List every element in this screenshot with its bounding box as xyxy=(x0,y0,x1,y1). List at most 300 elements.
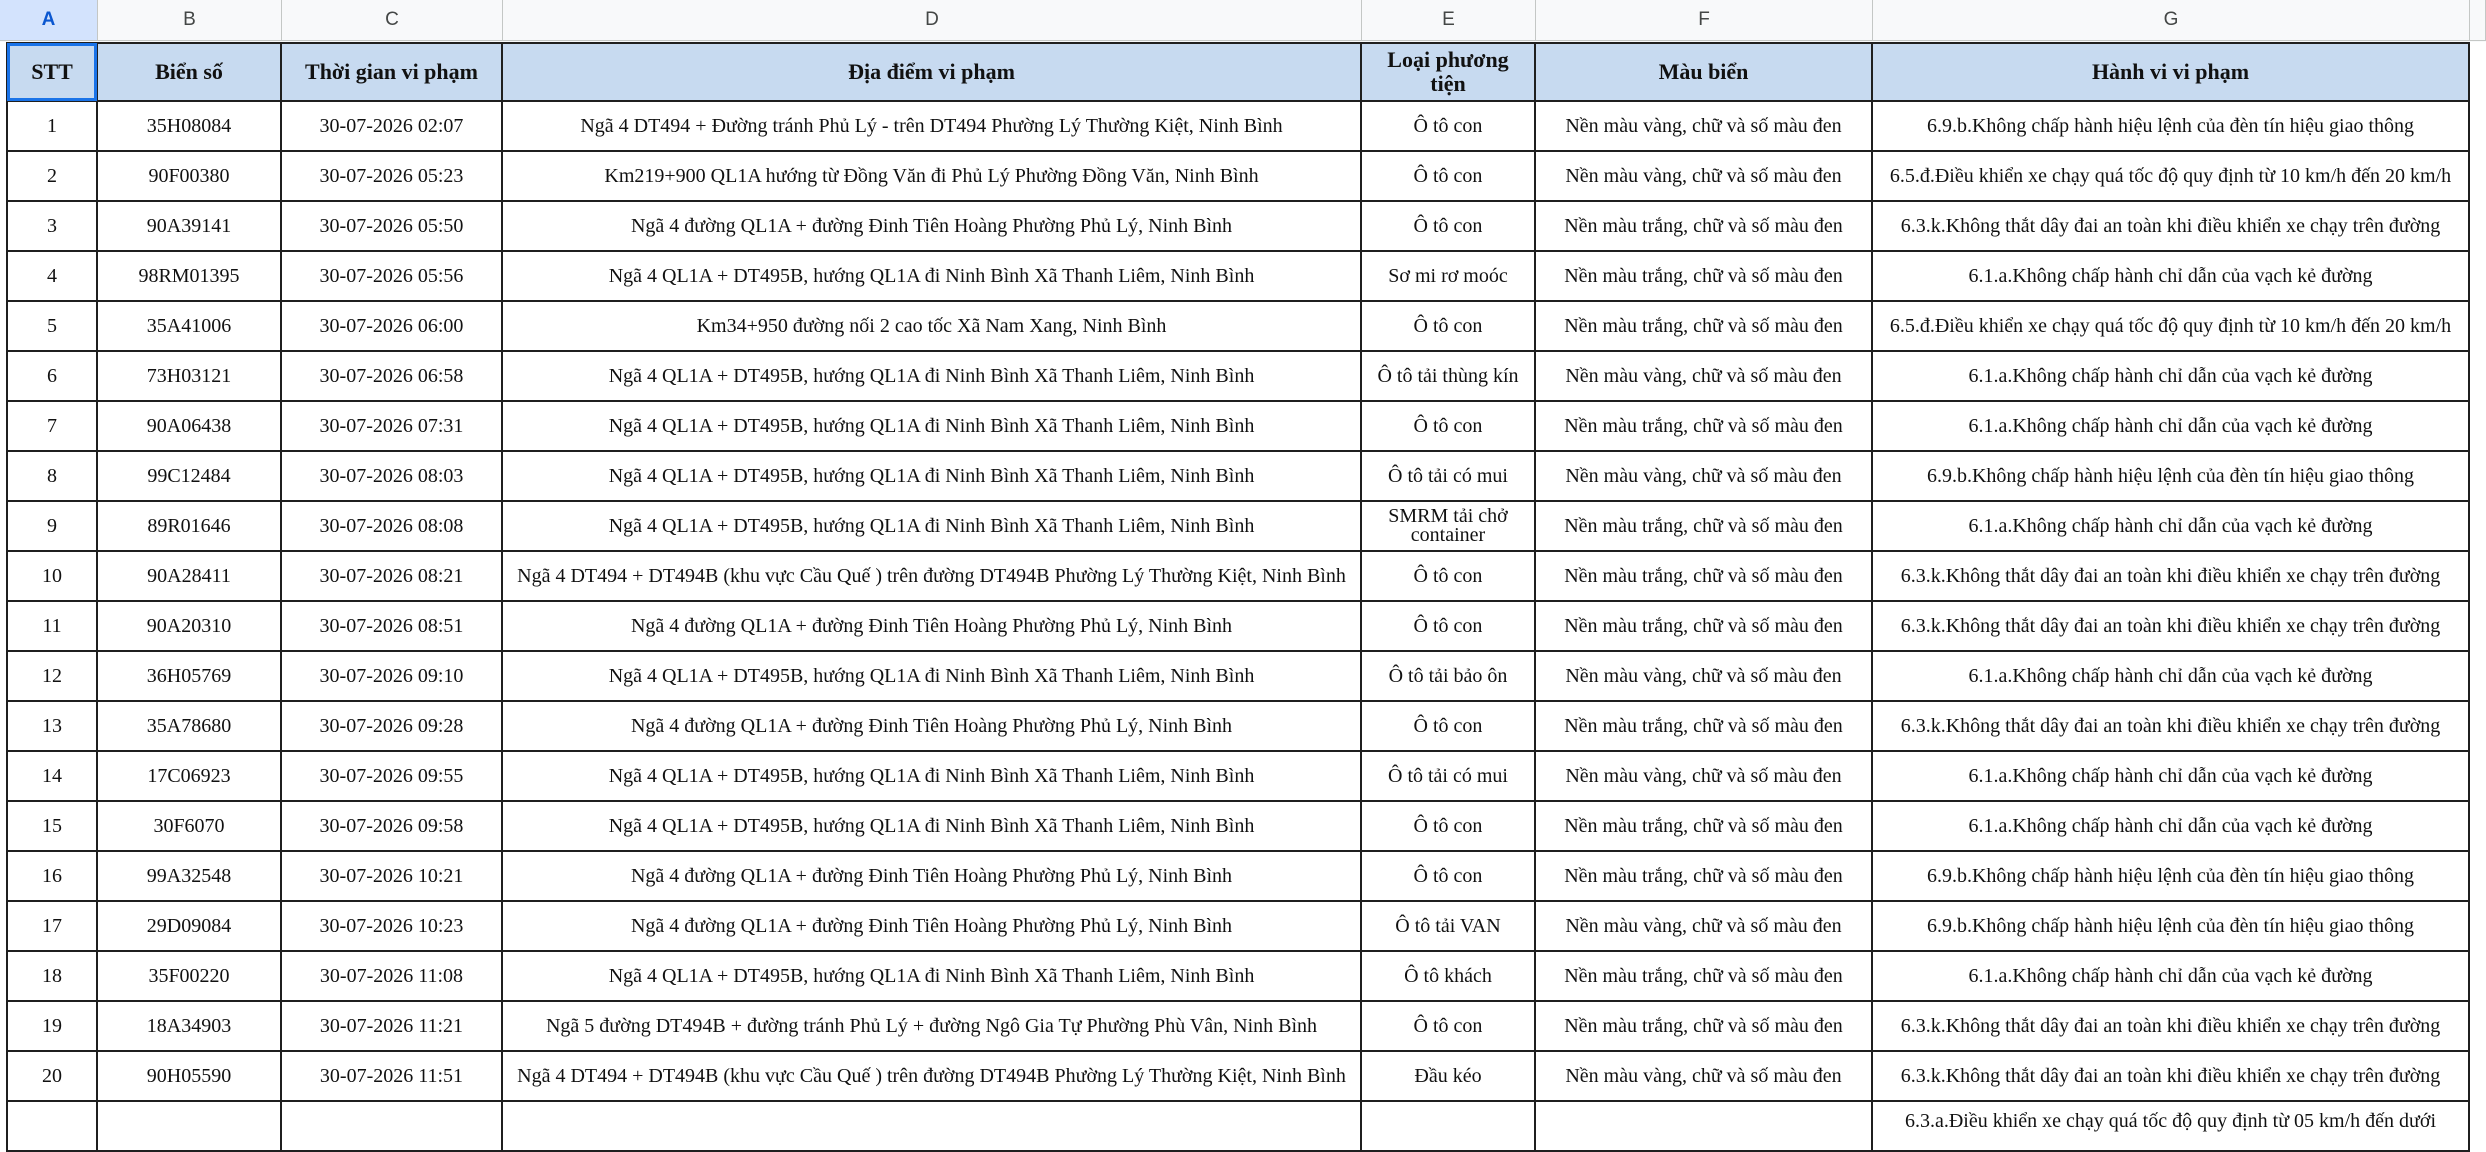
column-header-filler xyxy=(2470,0,2486,41)
table-cell-text: 30-07-2026 05:56 xyxy=(319,264,464,287)
table-cell[interactable] xyxy=(98,202,282,252)
table-cell[interactable] xyxy=(282,252,503,302)
table-cell-text: 30-07-2026 10:21 xyxy=(319,864,464,887)
table-cell-text: Ngã 4 QL1A + DT495B, hướng QL1A đi Ninh Bình Xã Thanh Liêm, Ninh Bình xyxy=(608,264,1255,287)
table-cell-text: 20 xyxy=(42,1064,62,1087)
table-cell-text: Nền màu trắng, chữ và số màu đen xyxy=(1564,564,1843,587)
table-cell-text: 98RM01395 xyxy=(138,264,240,287)
table-cell[interactable] xyxy=(1362,502,1536,552)
table-cell-text: 30-07-2026 11:51 xyxy=(319,1064,464,1087)
table-cell-text: Ô tô con xyxy=(1413,314,1483,337)
table-cell[interactable] xyxy=(1362,452,1536,502)
header-cell-d-text: Địa điểm vi phạm xyxy=(848,59,1015,84)
table-cell[interactable] xyxy=(1873,852,2470,902)
table-cell[interactable] xyxy=(1873,602,2470,652)
table-cell[interactable] xyxy=(1873,402,2470,452)
table-cell[interactable] xyxy=(6,502,98,552)
table-cell-text: 5 xyxy=(47,314,57,337)
table-cell[interactable] xyxy=(282,902,503,952)
table-cell-text: Ngã 4 DT494 + DT494B (khu vực Cầu Quế ) trên đường DT494B Phường Lý Thường Kiệt, Ninh Bình xyxy=(517,564,1346,587)
table-cell-text: Nền màu trắng, chữ và số màu đen xyxy=(1564,964,1843,987)
table-cell[interactable] xyxy=(1536,552,1873,602)
table-cell-text: 6.1.a.Không chấp hành chỉ dẫn của vạch kẻ đường xyxy=(1968,364,2373,387)
table-cell-text: 30-07-2026 11:21 xyxy=(319,1014,464,1037)
table-cell-text: Ô tô con xyxy=(1413,114,1483,137)
table-cell-text: Nền màu trắng, chữ và số màu đen xyxy=(1564,814,1843,837)
table-cell[interactable] xyxy=(1362,652,1536,702)
table-cell-text: Ngã 4 đường QL1A + đường Đinh Tiên Hoàng Phường Phủ Lý, Ninh Bình xyxy=(630,714,1233,737)
table-cell-text: 30-07-2026 08:51 xyxy=(319,614,464,637)
table-cell[interactable] xyxy=(98,502,282,552)
table-cell[interactable] xyxy=(503,352,1362,402)
table-cell-text: 4 xyxy=(47,264,57,287)
table-cell[interactable] xyxy=(282,302,503,352)
table-cell-text: 30-07-2026 06:00 xyxy=(319,314,464,337)
header-cell-g-text: Hành vi vi phạm xyxy=(2091,59,2250,84)
table-cell-partial[interactable] xyxy=(1873,1102,2470,1152)
table-cell-text: Nền màu vàng, chữ và số màu đen xyxy=(1565,114,1842,137)
table-cell[interactable] xyxy=(1536,702,1873,752)
table-cell-text: Nền màu vàng, chữ và số màu đen xyxy=(1565,364,1842,387)
table-cell[interactable] xyxy=(1536,1052,1873,1102)
table-cell[interactable] xyxy=(6,452,98,502)
table-cell-text: Ô tô con xyxy=(1413,164,1483,187)
table-cell-text: 6.9.b.Không chấp hành hiệu lệnh của đèn tín hiệu giao thông xyxy=(1926,464,2415,487)
table-cell[interactable] xyxy=(1362,1002,1536,1052)
table-cell-text: 15 xyxy=(42,814,62,837)
table-cell-text: 6.1.a.Không chấp hành chỉ dẫn của vạch kẻ đường xyxy=(1968,414,2373,437)
table-cell[interactable] xyxy=(98,902,282,952)
table-cell[interactable] xyxy=(282,1002,503,1052)
table-cell-text: 90A39141 xyxy=(146,214,232,237)
table-cell[interactable] xyxy=(282,802,503,852)
table-cell-text: 14 xyxy=(42,764,62,787)
table-cell-text: 6.3.k.Không thắt dây đai an toàn khi điều khiển xe chạy trên đường xyxy=(1900,214,2441,237)
table-cell[interactable] xyxy=(98,1052,282,1102)
table-cell-partial[interactable] xyxy=(503,1102,1362,1152)
table-cell-text: 30-07-2026 07:31 xyxy=(319,414,464,437)
table-cell-text: 90A20310 xyxy=(146,614,232,637)
table-cell[interactable] xyxy=(98,352,282,402)
table-cell-text: Ngã 4 QL1A + DT495B, hướng QL1A đi Ninh Bình Xã Thanh Liêm, Ninh Bình xyxy=(608,364,1255,387)
table-cell-text: Ô tô tải có mui xyxy=(1388,764,1508,787)
table-cell[interactable] xyxy=(1362,852,1536,902)
table-cell-text: 30F6070 xyxy=(153,814,225,837)
table-cell-text: 30-07-2026 05:23 xyxy=(319,164,464,187)
table-cell[interactable] xyxy=(1873,652,2470,702)
table-cell[interactable] xyxy=(1873,802,2470,852)
column-header-row xyxy=(0,0,2486,42)
table-cell[interactable] xyxy=(282,752,503,802)
table-cell[interactable] xyxy=(1536,902,1873,952)
table-cell[interactable] xyxy=(1362,352,1536,402)
table-cell-text: Ngã 4 đường QL1A + đường Đinh Tiên Hoàng Phường Phủ Lý, Ninh Bình xyxy=(630,614,1233,637)
table-cell-text: Ô tô tải VAN xyxy=(1395,914,1501,937)
table-cell-text: 13 xyxy=(42,714,62,737)
table-cell-text: Ô tô tải bảo ôn xyxy=(1388,664,1508,687)
table-cell[interactable] xyxy=(503,502,1362,552)
table-cell-text: Ngã 4 QL1A + DT495B, hướng QL1A đi Ninh Bình Xã Thanh Liêm, Ninh Bình xyxy=(608,464,1255,487)
table-cell[interactable] xyxy=(1536,102,1873,152)
table-cell[interactable] xyxy=(503,1052,1362,1102)
table-cell-text: 6.5.đ.Điều khiển xe chạy quá tốc độ quy định từ 10 km/h đến 20 km/h xyxy=(1889,164,2452,187)
table-cell-text: 7 xyxy=(47,414,57,437)
table-cell-text: 30-07-2026 08:21 xyxy=(319,564,464,587)
table-cell[interactable] xyxy=(1873,252,2470,302)
table-cell-text: Nền màu trắng, chữ và số màu đen xyxy=(1564,314,1843,337)
table-cell[interactable] xyxy=(282,1052,503,1102)
column-header-b[interactable]: B xyxy=(98,0,282,41)
table-cell[interactable] xyxy=(6,152,98,202)
table-cell[interactable] xyxy=(6,352,98,402)
table-cell[interactable] xyxy=(1873,502,2470,552)
table-cell-text: Ngã 5 đường DT494B + đường tránh Phủ Lý + đường Ngô Gia Tự Phường Phù Vân, Ninh Bình xyxy=(545,1014,1318,1037)
table-cell-text: 6.5.đ.Điều khiển xe chạy quá tốc độ quy định từ 10 km/h đến 20 km/h xyxy=(1889,314,2452,337)
table-cell[interactable] xyxy=(1873,102,2470,152)
table-cell[interactable] xyxy=(1536,202,1873,252)
table-cell-text: 10 xyxy=(42,564,62,587)
table-cell-text: 6.1.a.Không chấp hành chỉ dẫn của vạch kẻ đường xyxy=(1968,264,2373,287)
column-header-f[interactable]: F xyxy=(1536,0,1873,41)
header-cell-f-text: Màu biển xyxy=(1658,59,1749,84)
table-cell-partial-text: 6.3.a.Điều khiển xe chạy quá tốc độ quy định từ 05 km/h đến dưới xyxy=(1904,1110,2437,1132)
table-cell[interactable] xyxy=(1536,752,1873,802)
table-cell[interactable] xyxy=(1536,452,1873,502)
column-header-g[interactable]: G xyxy=(1873,0,2470,41)
header-cell-e[interactable] xyxy=(1362,42,1536,102)
table-cell-text: Nền màu trắng, chữ và số màu đen xyxy=(1564,864,1843,887)
table-cell-text: 30-07-2026 08:08 xyxy=(319,514,464,537)
table-cell-partial[interactable] xyxy=(1362,1102,1536,1152)
table-cell[interactable] xyxy=(503,802,1362,852)
table-cell[interactable] xyxy=(98,1002,282,1052)
table-cell-text: 8 xyxy=(47,464,57,487)
table-cell[interactable] xyxy=(1362,402,1536,452)
table-cell-text: 9 xyxy=(47,514,57,537)
table-cell[interactable] xyxy=(503,752,1362,802)
table-cell-text: Ô tô khách xyxy=(1404,964,1492,987)
table-cell[interactable] xyxy=(1536,352,1873,402)
table-cell-text: Ô tô con xyxy=(1413,1014,1483,1037)
table-cell[interactable] xyxy=(98,152,282,202)
table-cell[interactable] xyxy=(98,702,282,752)
table-cell[interactable] xyxy=(1362,902,1536,952)
table-cell[interactable] xyxy=(503,952,1362,1002)
table-cell-text: Nền màu trắng, chữ và số màu đen xyxy=(1564,214,1843,237)
table-cell-text: Ngã 4 QL1A + DT495B, hướng QL1A đi Ninh Bình Xã Thanh Liêm, Ninh Bình xyxy=(608,814,1255,837)
table-cell[interactable] xyxy=(6,552,98,602)
table-cell-text: 6.1.a.Không chấp hành chỉ dẫn của vạch kẻ đường xyxy=(1968,964,2373,987)
table-cell[interactable] xyxy=(282,602,503,652)
table-cell-text: 12 xyxy=(42,664,62,687)
table-cell-text: Ngã 4 QL1A + DT495B, hướng QL1A đi Ninh Bình Xã Thanh Liêm, Ninh Bình xyxy=(608,664,1255,687)
table-cell[interactable] xyxy=(503,852,1362,902)
table-cell[interactable] xyxy=(282,152,503,202)
table-cell-partial[interactable] xyxy=(6,1102,98,1152)
table-cell-text: Ô tô con xyxy=(1413,414,1483,437)
table-cell[interactable] xyxy=(1362,152,1536,202)
table-cell-text: Ngã 4 đường QL1A + đường Đinh Tiên Hoàng Phường Phủ Lý, Ninh Bình xyxy=(630,864,1233,887)
table-cell-text: 35A41006 xyxy=(146,314,232,337)
table-cell[interactable] xyxy=(6,202,98,252)
table-cell[interactable] xyxy=(6,852,98,902)
table-cell-text: 6.1.a.Không chấp hành chỉ dẫn của vạch kẻ đường xyxy=(1968,664,2373,687)
table-cell-text: 35H08084 xyxy=(146,114,232,137)
table-cell[interactable] xyxy=(6,652,98,702)
table-cell[interactable] xyxy=(6,402,98,452)
table-cell-text: Ô tô con xyxy=(1413,614,1483,637)
table-cell-text: Ngã 4 QL1A + DT495B, hướng QL1A đi Ninh Bình Xã Thanh Liêm, Ninh Bình xyxy=(608,414,1255,437)
table-cell-text: 89R01646 xyxy=(147,514,231,537)
table-cell[interactable] xyxy=(503,202,1362,252)
table-cell[interactable] xyxy=(1873,302,2470,352)
table-cell-text: 3 xyxy=(47,214,57,237)
table-cell[interactable] xyxy=(1536,252,1873,302)
table-cell[interactable] xyxy=(282,502,503,552)
table-cell-text: Nền màu vàng, chữ và số màu đen xyxy=(1565,664,1842,687)
table-cell-text: 36H05769 xyxy=(146,664,232,687)
table-cell-text: Nền màu trắng, chữ và số màu đen xyxy=(1564,1014,1843,1037)
table-cell[interactable] xyxy=(1873,1002,2470,1052)
table-cell-text: Ngã 4 QL1A + DT495B, hướng QL1A đi Ninh Bình Xã Thanh Liêm, Ninh Bình xyxy=(608,964,1255,987)
table-cell-text: 6.9.b.Không chấp hành hiệu lệnh của đèn tín hiệu giao thông xyxy=(1926,114,2415,137)
table-cell-text: Nền màu vàng, chữ và số màu đen xyxy=(1565,1064,1842,1087)
table-cell[interactable] xyxy=(1362,702,1536,752)
table-cell[interactable] xyxy=(503,702,1362,752)
table-cell-text: 30-07-2026 08:03 xyxy=(319,464,464,487)
table-cell[interactable] xyxy=(1536,852,1873,902)
table-cell-text: Km219+900 QL1A hướng từ Đồng Văn đi Phủ Lý Phường Đồng Văn, Ninh Bình xyxy=(604,164,1259,187)
table-cell[interactable] xyxy=(1362,252,1536,302)
table-cell-text: 6.3.k.Không thắt dây đai an toàn khi điều khiển xe chạy trên đường xyxy=(1900,1064,2441,1087)
table-cell[interactable] xyxy=(98,302,282,352)
table-cell[interactable] xyxy=(6,902,98,952)
table-cell-text: 35F00220 xyxy=(148,964,230,987)
table-cell[interactable] xyxy=(503,1002,1362,1052)
table-cell[interactable] xyxy=(1873,952,2470,1002)
table-cell[interactable] xyxy=(1362,952,1536,1002)
table-cell[interactable] xyxy=(6,302,98,352)
table-cell-text: 73H03121 xyxy=(146,364,232,387)
table-cell[interactable] xyxy=(1536,802,1873,852)
table-cell[interactable] xyxy=(503,402,1362,452)
table-cell-text: 30-07-2026 10:23 xyxy=(319,914,464,937)
table-cell[interactable] xyxy=(1362,1052,1536,1102)
table-cell-text: Ngã 4 đường QL1A + đường Đinh Tiên Hoàng Phường Phủ Lý, Ninh Bình xyxy=(630,214,1233,237)
table-cell-text: 2 xyxy=(47,164,57,187)
table-cell[interactable] xyxy=(1536,952,1873,1002)
table-cell[interactable] xyxy=(282,102,503,152)
table-cell[interactable] xyxy=(503,552,1362,602)
table-cell-text: 30-07-2026 09:10 xyxy=(319,664,464,687)
table-cell-text: Ngã 4 QL1A + DT495B, hướng QL1A đi Ninh Bình Xã Thanh Liêm, Ninh Bình xyxy=(608,514,1255,537)
table-cell-text: 6.3.k.Không thắt dây đai an toàn khi điều khiển xe chạy trên đường xyxy=(1900,714,2441,737)
table-cell-text: Nền màu trắng, chữ và số màu đen xyxy=(1564,414,1843,437)
table-cell[interactable] xyxy=(1362,752,1536,802)
table-cell-text: 90A06438 xyxy=(146,414,232,437)
table-cell[interactable] xyxy=(1873,902,2470,952)
header-cell-d[interactable] xyxy=(503,42,1362,102)
table-cell[interactable] xyxy=(503,302,1362,352)
table-cell[interactable] xyxy=(98,452,282,502)
table-cell[interactable] xyxy=(98,552,282,602)
table-cell[interactable] xyxy=(282,702,503,752)
table-cell[interactable] xyxy=(282,652,503,702)
table-cell-text: Nền màu vàng, chữ và số màu đen xyxy=(1565,764,1842,787)
table-cell-text: 6.9.b.Không chấp hành hiệu lệnh của đèn tín hiệu giao thông xyxy=(1926,914,2415,937)
table-cell[interactable] xyxy=(1873,1052,2470,1102)
table-cell[interactable] xyxy=(98,952,282,1002)
table-cell[interactable] xyxy=(1873,552,2470,602)
table-cell-text: 6.1.a.Không chấp hành chỉ dẫn của vạch kẻ đường xyxy=(1968,514,2373,537)
table-cell[interactable] xyxy=(6,1052,98,1102)
table-cell-text: 30-07-2026 09:28 xyxy=(319,714,464,737)
table-cell[interactable] xyxy=(1362,552,1536,602)
table-cell-text: 6.1.a.Không chấp hành chỉ dẫn của vạch kẻ đường xyxy=(1968,764,2373,787)
table-cell-text: 18 xyxy=(42,964,62,987)
table-cell[interactable] xyxy=(503,652,1362,702)
table-cell-text: 99C12484 xyxy=(147,464,231,487)
table-cell[interactable] xyxy=(98,802,282,852)
table-cell-text: Nền màu vàng, chữ và số màu đen xyxy=(1565,464,1842,487)
table-cell-text: Ô tô con xyxy=(1413,864,1483,887)
table-cell-text: Nền màu vàng, chữ và số màu đen xyxy=(1565,164,1842,187)
table-cell-text: SMRM tải chở container xyxy=(1388,505,1508,546)
table-cell-text: Ô tô con xyxy=(1413,564,1483,587)
table-cell-text: 16 xyxy=(42,864,62,887)
table-cell[interactable] xyxy=(6,252,98,302)
table-cell[interactable] xyxy=(503,902,1362,952)
table-cell-text: 17 xyxy=(42,914,62,937)
table-cell[interactable] xyxy=(282,402,503,452)
table-cell-text: Nền màu trắng, chữ và số màu đen xyxy=(1564,514,1843,537)
table-cell-text: Sơ mi rơ moóc xyxy=(1388,264,1508,287)
table-cell[interactable] xyxy=(98,852,282,902)
table-cell[interactable] xyxy=(503,252,1362,302)
table-cell-text: 17C06923 xyxy=(147,764,231,787)
table-cell-partial[interactable] xyxy=(98,1102,282,1152)
table-cell[interactable] xyxy=(6,802,98,852)
table-cell-text: Ô tô tải thùng kín xyxy=(1377,364,1519,387)
table-cell[interactable] xyxy=(503,102,1362,152)
table-cell-text: Nền màu trắng, chữ và số màu đen xyxy=(1564,614,1843,637)
table-cell[interactable] xyxy=(98,752,282,802)
table-cell[interactable] xyxy=(1873,452,2470,502)
table-cell[interactable] xyxy=(98,402,282,452)
table-cell[interactable] xyxy=(1536,302,1873,352)
table-cell-text: Ngã 4 DT494 + Đường tránh Phủ Lý - trên DT494 Phường Lý Thường Kiệt, Ninh Bình xyxy=(580,114,1283,137)
table-cell-partial[interactable] xyxy=(1536,1102,1873,1152)
table-cell[interactable] xyxy=(1873,752,2470,802)
table-cell-text: Ô tô con xyxy=(1413,714,1483,737)
table-cell[interactable] xyxy=(98,602,282,652)
column-header-a[interactable]: A xyxy=(0,0,98,41)
table-cell-text: 11 xyxy=(42,614,62,637)
table-cell[interactable] xyxy=(6,952,98,1002)
table-cell[interactable] xyxy=(1362,602,1536,652)
table-cell-text: 18A34903 xyxy=(146,1014,232,1037)
header-cell-a[interactable] xyxy=(6,42,98,102)
table-cell-text: 30-07-2026 11:08 xyxy=(319,964,464,987)
column-header-e[interactable]: E xyxy=(1362,0,1536,41)
header-cell-a-text: STT xyxy=(31,59,73,84)
table-cell-text: 90H05590 xyxy=(146,1064,232,1087)
table-cell-text: Nền màu vàng, chữ và số màu đen xyxy=(1565,914,1842,937)
table-cell-text: 6 xyxy=(47,364,57,387)
table-cell[interactable] xyxy=(282,952,503,1002)
table-cell[interactable] xyxy=(282,852,503,902)
table-cell[interactable] xyxy=(1536,1002,1873,1052)
table-cell-text: 30-07-2026 02:07 xyxy=(319,114,464,137)
table-cell[interactable] xyxy=(503,152,1362,202)
table-cell-text: 30-07-2026 06:58 xyxy=(319,364,464,387)
table-cell-text: 90F00380 xyxy=(148,164,230,187)
table-cell-text: 30-07-2026 09:58 xyxy=(319,814,464,837)
table-cell-text: Ô tô con xyxy=(1413,814,1483,837)
table-cell[interactable] xyxy=(503,602,1362,652)
table-cell-text: Nền màu trắng, chữ và số màu đen xyxy=(1564,264,1843,287)
header-cell-c[interactable] xyxy=(282,42,503,102)
table-cell[interactable] xyxy=(1536,602,1873,652)
table-cell[interactable] xyxy=(282,552,503,602)
table-cell[interactable] xyxy=(282,452,503,502)
table-cell-text: 6.3.k.Không thắt dây đai an toàn khi điều khiển xe chạy trên đường xyxy=(1900,614,2441,637)
table-cell[interactable] xyxy=(1362,802,1536,852)
table-cell[interactable] xyxy=(1873,352,2470,402)
column-header-c[interactable]: C xyxy=(282,0,503,41)
table-cell[interactable] xyxy=(98,102,282,152)
header-cell-b[interactable] xyxy=(98,42,282,102)
table-cell[interactable] xyxy=(98,252,282,302)
header-cell-c-text: Thời gian vi phạm xyxy=(305,59,478,84)
table-cell-text: 90A28411 xyxy=(147,564,231,587)
table-cell[interactable] xyxy=(6,102,98,152)
table-cell-text: Ngã 4 DT494 + DT494B (khu vực Cầu Quế ) trên đường DT494B Phường Lý Thường Kiệt, Ninh Bình xyxy=(517,1064,1346,1087)
table-cell[interactable] xyxy=(1873,702,2470,752)
table-cell[interactable] xyxy=(282,352,503,402)
table-cell-text: Nền màu trắng, chữ và số màu đen xyxy=(1564,714,1843,737)
table-cell[interactable] xyxy=(6,752,98,802)
table-cell-text: 6.3.k.Không thắt dây đai an toàn khi điều khiển xe chạy trên đường xyxy=(1900,1014,2441,1037)
table-cell-text: 35A78680 xyxy=(146,714,232,737)
table-cell[interactable] xyxy=(1873,152,2470,202)
column-header-d[interactable]: D xyxy=(503,0,1362,41)
table-cell[interactable] xyxy=(6,702,98,752)
table-cell[interactable] xyxy=(6,602,98,652)
table-cell[interactable] xyxy=(1536,502,1873,552)
table-cell[interactable] xyxy=(282,202,503,252)
table-cell[interactable] xyxy=(503,452,1362,502)
table-cell[interactable] xyxy=(1536,652,1873,702)
table-cell-text: 6.3.k.Không thắt dây đai an toàn khi điều khiển xe chạy trên đường xyxy=(1900,564,2441,587)
table-cell[interactable] xyxy=(1536,152,1873,202)
table-cell-text: 29D09084 xyxy=(146,914,232,937)
header-cell-g[interactable] xyxy=(1873,42,2470,102)
table-cell[interactable] xyxy=(1362,202,1536,252)
table-cell-partial[interactable] xyxy=(282,1102,503,1152)
table-cell[interactable] xyxy=(1873,202,2470,252)
table-cell[interactable] xyxy=(6,1002,98,1052)
table-cell-text: Km34+950 đường nối 2 cao tốc Xã Nam Xang, Ninh Bình xyxy=(696,314,1167,337)
table-cell-text: 1 xyxy=(47,114,57,137)
table-cell-text: 30-07-2026 09:55 xyxy=(319,764,464,787)
table-cell[interactable] xyxy=(1536,402,1873,452)
table-cell[interactable] xyxy=(1362,102,1536,152)
table-cell[interactable] xyxy=(98,652,282,702)
header-cell-f[interactable] xyxy=(1536,42,1873,102)
table-cell-text: Ngã 4 đường QL1A + đường Đinh Tiên Hoàng Phường Phủ Lý, Ninh Bình xyxy=(630,914,1233,937)
table-cell[interactable] xyxy=(1362,302,1536,352)
